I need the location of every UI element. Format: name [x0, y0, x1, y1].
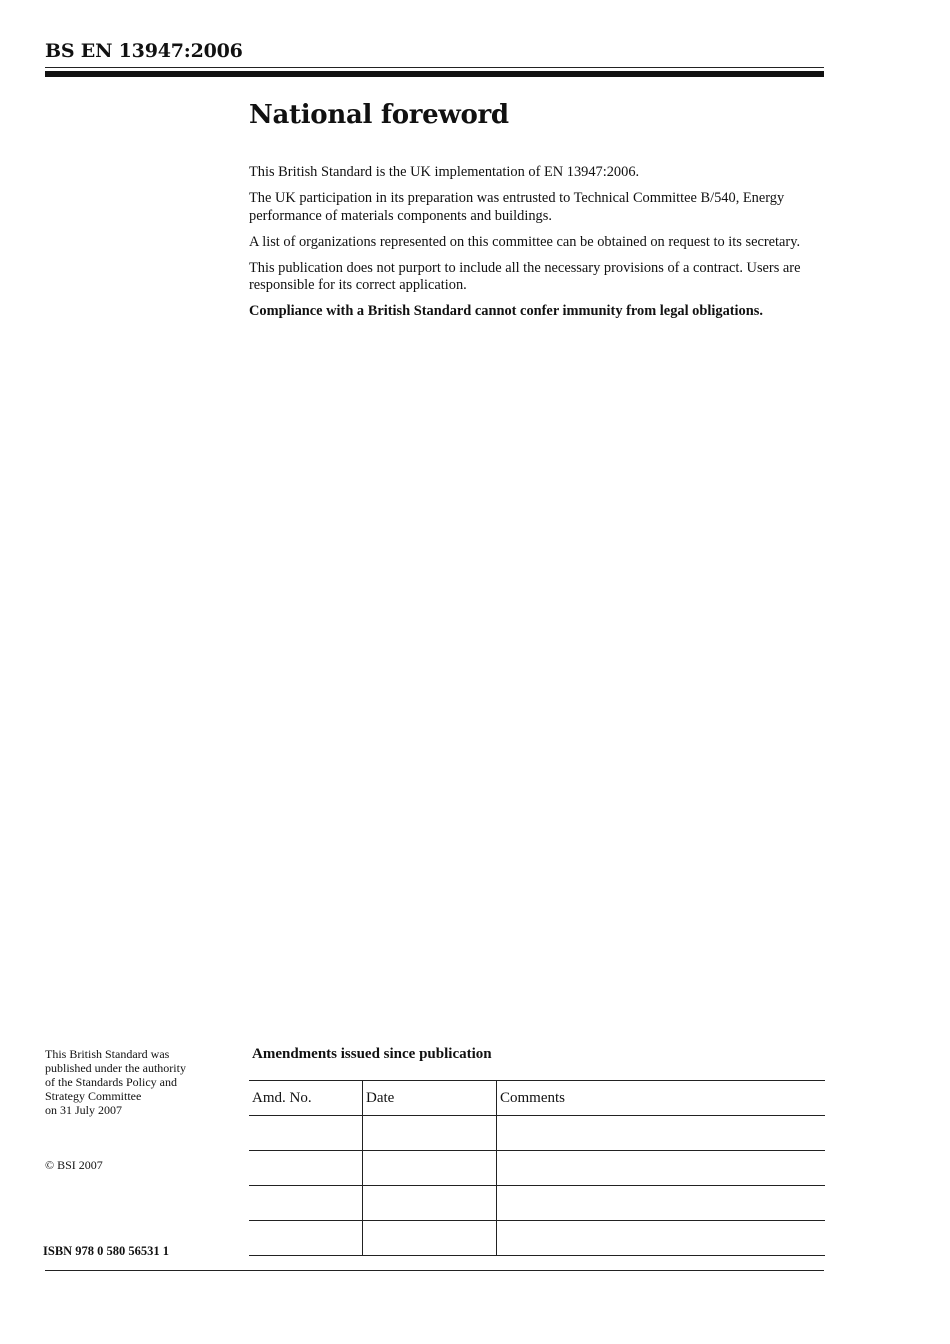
isbn: ISBN 978 0 580 56531 1 — [43, 1244, 170, 1258]
publication-note — [45, 1047, 235, 1117]
table-cell — [363, 1221, 497, 1256]
standard-number: BS EN 13947:2006 — [45, 40, 243, 62]
table-cell — [497, 1151, 826, 1186]
header-rule-thin — [45, 67, 824, 68]
table-cell — [497, 1221, 826, 1256]
column-header-amd-no: Amd. No. — [249, 1081, 363, 1116]
column-header-comments: Comments — [497, 1081, 826, 1116]
foreword-paragraph: A list of organizations represented on this committee can be obtained on request to its secretary. — [249, 233, 801, 250]
table-row — [249, 1151, 825, 1186]
publication-note-line: Strategy Committee — [45, 1089, 142, 1103]
table-cell — [497, 1186, 826, 1221]
table-cell — [249, 1186, 363, 1221]
table-cell — [497, 1116, 826, 1151]
publication-note-line: published under the authority — [45, 1061, 186, 1075]
publication-note-line: of the Standards Policy and — [45, 1075, 177, 1089]
table-row — [249, 1186, 825, 1221]
table-cell — [363, 1186, 497, 1221]
compliance-note: Compliance with a British Standard cannot confer immunity from legal obligations. — [249, 303, 763, 319]
copyright-notice: © BSI 2007 — [45, 1158, 103, 1172]
table-cell — [249, 1221, 363, 1256]
foreword-paragraph: This British Standard is the UK implementation of EN 13947:2006. — [249, 164, 640, 180]
table-cell — [249, 1116, 363, 1151]
publication-note-line: on 31 July 2007 — [45, 1103, 123, 1117]
amendments-table — [249, 1080, 825, 1256]
header-rule-thick — [45, 71, 824, 77]
table-cell — [249, 1151, 363, 1186]
publication-note-line: This British Standard was — [45, 1047, 170, 1061]
table-row — [249, 1221, 825, 1256]
table-header-row — [249, 1081, 825, 1116]
table-cell — [363, 1116, 497, 1151]
foreword-body — [249, 164, 829, 329]
column-header-date: Date — [363, 1081, 497, 1116]
amendments-title: Amendments issued since publication — [252, 1046, 492, 1062]
footer-rule — [45, 1270, 824, 1271]
foreword-paragraph: This publication does not purport to include all the necessary provisions of a contract. Users are responsible for its correct application. — [249, 259, 801, 293]
table-cell — [363, 1151, 497, 1186]
page-title: National foreword — [249, 100, 509, 130]
foreword-paragraph: The UK participation in its preparation was entrusted to Technical Committee B/540, Energy performance of materials components and buildings. — [249, 190, 785, 224]
table-row — [249, 1116, 825, 1151]
